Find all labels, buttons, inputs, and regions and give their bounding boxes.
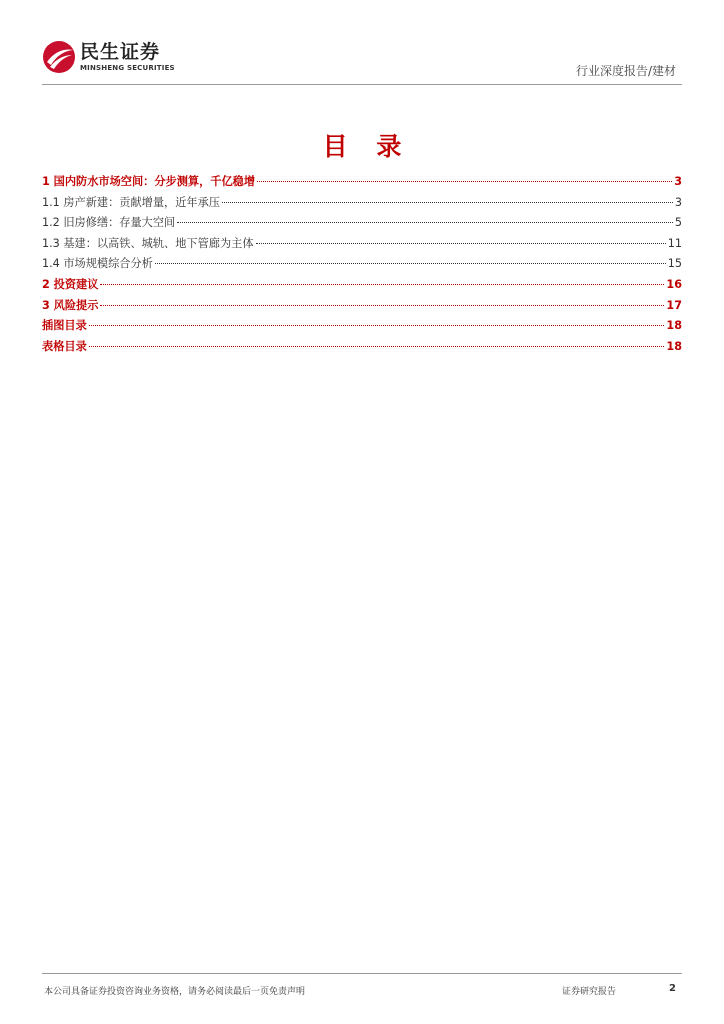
page-number: 2 [669,983,676,994]
toc-entry[interactable] [42,276,682,297]
toc-entry[interactable] [42,338,682,359]
toc-entry-page: 15 [667,257,682,271]
toc-dot-leader [257,181,672,182]
toc-entry-page: 16 [666,277,682,291]
toc-dot-leader [100,305,664,306]
toc-entry-label: 1.1 房产新建：贡献增量，近年承压 [42,195,220,209]
document-category: 行业深度报告/建材 [575,64,676,78]
toc-entry-label: 1 国内防水市场空间：分步测算，千亿稳增 [42,175,256,188]
toc-entry-label: 1.4 市场规模综合分析 [42,257,153,271]
toc-entry-page: 11 [667,236,682,250]
toc-dot-leader [155,263,666,264]
toc-entry[interactable] [42,255,682,276]
logo-english-name: MINSHENG SECURITIES [80,64,175,72]
toc-entry-label: 表格目录 [42,339,87,353]
toc-dot-leader [256,243,666,244]
toc-entry-label: 1.3 基建：以高铁、城轨、地下管廊为主体 [42,236,254,250]
toc-entry-label: 1.2 旧房修缮：存量大空间 [42,216,176,230]
toc-entry-page: 5 [674,216,682,230]
toc-entry-page: 18 [666,319,682,333]
toc-dot-leader [222,202,673,203]
footer-report-type: 证券研究报告 [562,987,617,997]
toc-entry[interactable] [42,317,682,338]
toc-entry[interactable] [42,173,682,194]
company-logo [42,40,175,74]
toc-dot-leader [89,325,665,326]
toc-dot-leader [89,346,665,347]
page-header [42,38,682,85]
toc-entry-page: 3 [674,195,682,209]
minsheng-logo-icon [42,40,76,74]
toc-entry-label: 2 投资建议 [42,277,99,291]
page-footer [42,973,682,1004]
toc-entry-label: 插图目录 [42,319,87,333]
logo-chinese-name: 民生证券 [80,41,161,63]
toc-entry-page: 3 [674,175,682,188]
toc-entry[interactable] [42,214,682,235]
footer-disclaimer: 本公司具备证券投资咨询业务资格，请务必阅读最后一页免责声明 [44,987,306,997]
toc-entry-page: 17 [666,298,682,312]
toc-title: 目 录 [322,132,412,161]
table-of-contents [42,173,682,358]
toc-dot-leader [177,222,673,223]
toc-dot-leader [100,284,664,285]
toc-entry[interactable] [42,297,682,318]
toc-entry-page: 18 [666,339,682,353]
toc-entry-label: 3 风险提示 [42,298,99,312]
toc-entry[interactable] [42,194,682,215]
toc-entry[interactable] [42,235,682,256]
